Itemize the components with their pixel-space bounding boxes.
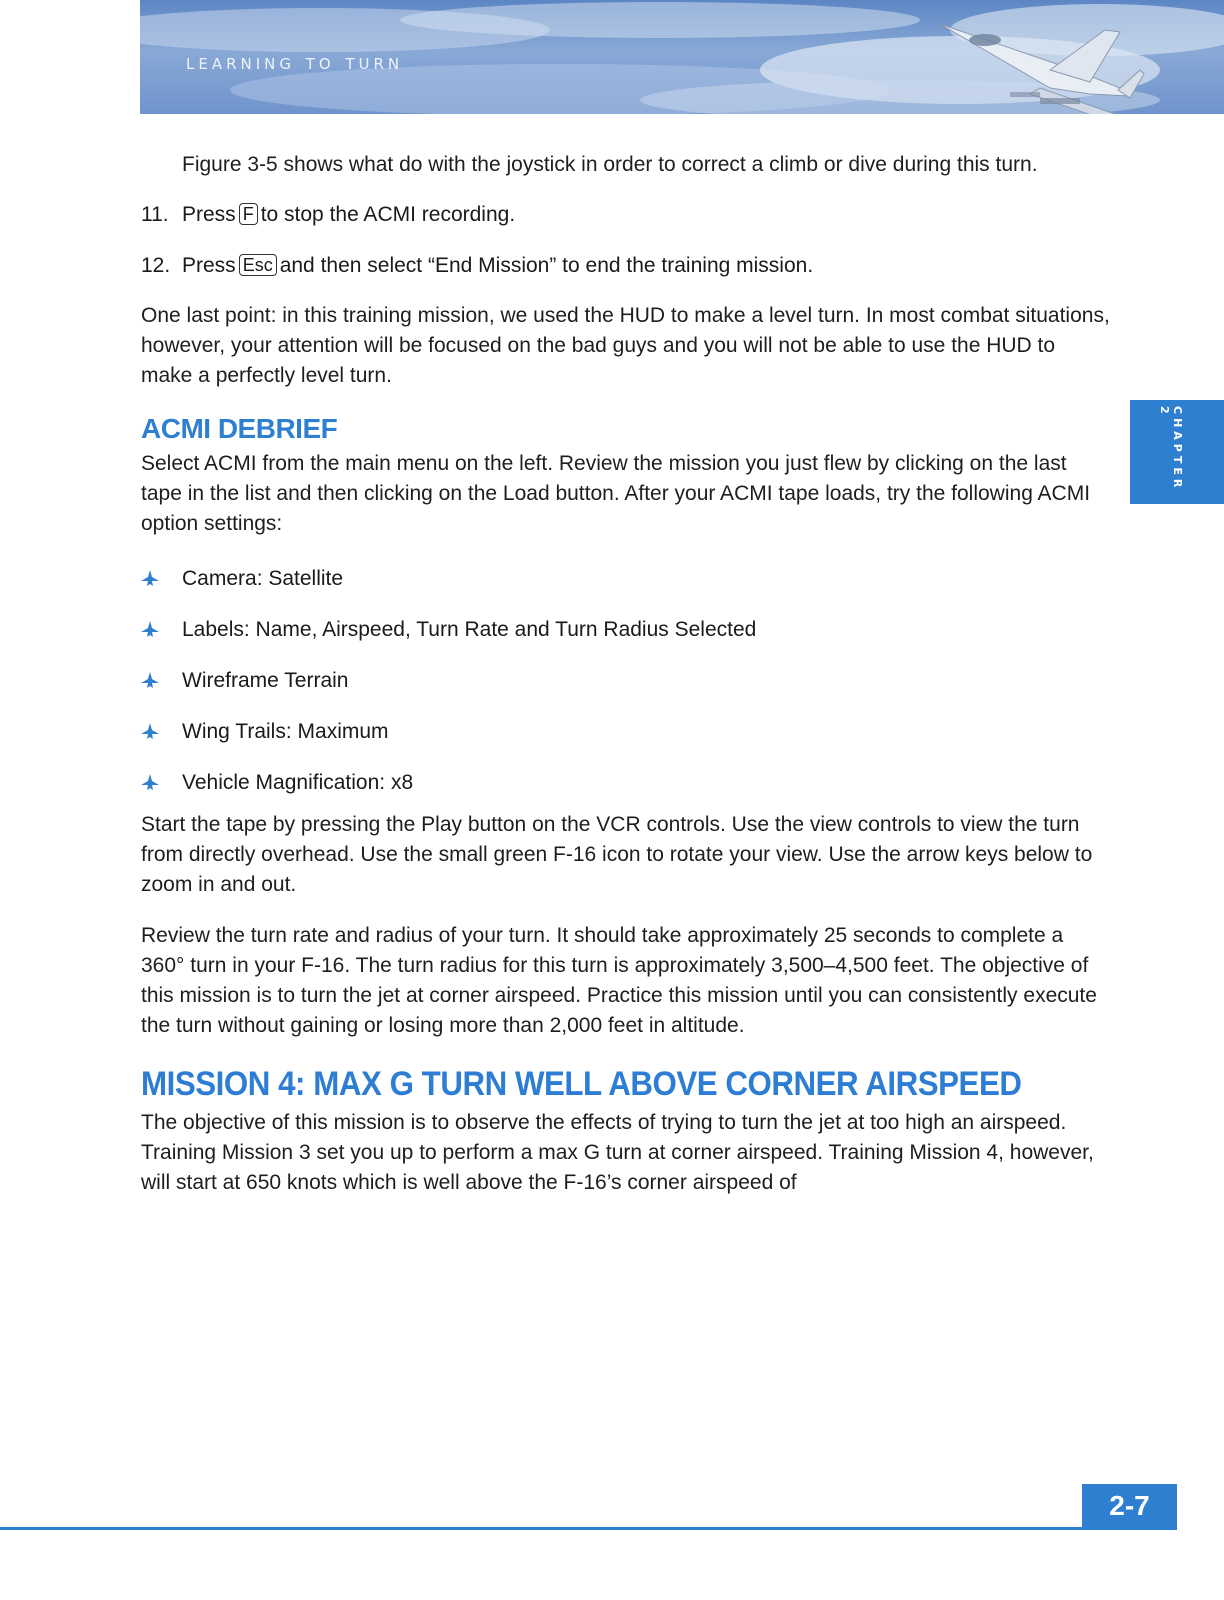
step-text-after: to stop the ACMI recording. xyxy=(260,203,516,226)
page-content xyxy=(141,150,1111,1198)
acmi-settings-list xyxy=(141,553,1111,808)
list-item-label: Vehicle Magnification: x8 xyxy=(182,770,414,794)
header-banner xyxy=(140,0,1224,114)
jet-bullet-icon xyxy=(141,723,159,741)
acmi-review-paragraph: Review the turn rate and radius of your turn. It should take approximately 25 seconds to complete a 360° turn in your F-16. The turn radius for this turn is approximately 3,500–4,500 feet. The objective of this mission is to turn the jet at corner airspeed. Practice this mission until you can consistently execute the turn without gaining or losing more than 2,000 feet in altitude. xyxy=(141,924,1097,1037)
mission-4-paragraph: The objective of this mission is to observe the effects of trying to turn the jet at too high an airspeed. Training Mission 3 set you up to perform a max G turn at corner airspeed. Training Mission 4, however, will start at 650 knots which is well above the F-16’s corner airspeed of xyxy=(141,1111,1094,1194)
last-point-paragraph: One last point: in this training mission, we used the HUD to make a level turn. In most combat situations, however, your attention will be focused on the bad guys and you will not be able to use the HUD to make a perfectly level turn. xyxy=(141,304,1110,387)
step-11 xyxy=(141,200,1111,230)
footer-rule xyxy=(0,1527,1177,1530)
jet-bullet-icon xyxy=(141,621,159,639)
mission-4-heading: MISSION 4: MAX G TURN WELL ABOVE CORNER AIRSPEED xyxy=(141,1065,1022,1103)
step-text-after: and then select “End Mission” to end the training mission. xyxy=(279,254,814,277)
chapter-tab xyxy=(1130,400,1224,504)
list-item-label: Labels: Name, Airspeed, Turn Rate and Turn Radius Selected xyxy=(182,617,757,641)
jet-bullet-icon xyxy=(141,774,159,792)
intro-paragraph: Figure 3-5 shows what do with the joystick in order to correct a climb or dive during this turn. xyxy=(182,153,1038,176)
list-item xyxy=(141,604,1111,655)
list-item xyxy=(141,706,1111,757)
list-item xyxy=(141,655,1111,706)
step-number: 12. xyxy=(141,254,171,277)
page-number: 2-7 xyxy=(1082,1484,1177,1528)
running-header-title: learning to turn xyxy=(186,50,404,74)
list-item-label: Wireframe Terrain xyxy=(182,668,349,692)
step-12 xyxy=(141,251,1111,281)
list-item-label: Wing Trails: Maximum xyxy=(182,719,389,743)
list-item xyxy=(141,553,1111,604)
keycap-f: F xyxy=(239,203,258,225)
list-item xyxy=(141,757,1111,808)
acmi-playback-paragraph: Start the tape by pressing the Play button on the VCR controls. Use the view controls to view the turn from directly overhead. Use the small green F-16 icon to rotate your view. Use the arrow keys below to zoom in and out. xyxy=(141,813,1093,896)
jet-bullet-icon xyxy=(141,570,159,588)
acmi-debrief-heading: ACMI DEBRIEF xyxy=(141,413,338,444)
step-text-before: Press xyxy=(182,254,236,277)
step-text-before: Press xyxy=(182,203,236,226)
chapter-tab-label: CHAPTER 2 xyxy=(1158,406,1184,492)
list-item-label: Camera: Satellite xyxy=(182,566,344,590)
acmi-intro-paragraph: Select ACMI from the main menu on the left. Review the mission you just flew by clicking on the last tape in the list and then clicking on the Load button. After your ACMI tape loads, try the following ACMI option settings: xyxy=(141,452,1091,535)
keycap-esc: Esc xyxy=(239,254,277,276)
jet-bullet-icon xyxy=(141,672,159,690)
step-number: 11. xyxy=(141,203,169,226)
